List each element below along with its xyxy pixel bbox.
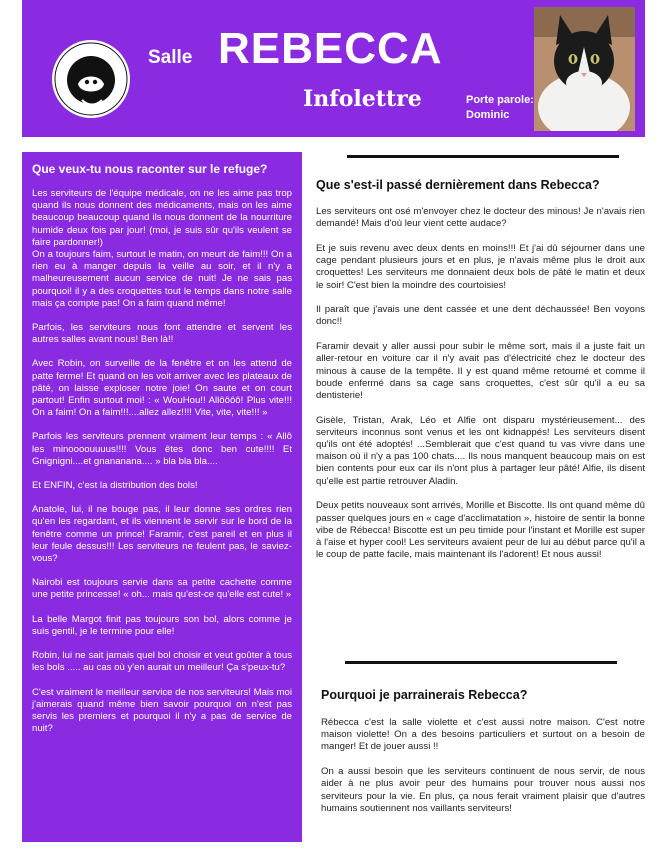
refuge-paragraph: Robin, lui ne sait jamais quel bol choisir et veut goûter à tous les bols ..... au cas où y'en aurait un meilleur! Ça s'peux-tu? (32, 650, 292, 674)
refuge-paragraph: Avec Robin, on surveille de la fenêtre et on les attend de patte ferme! Et quand on les voit arriver avec les plateaux de pâté, on laisse exploser notre joie! On saute et on court partout! Enfin surtout moi! : « WouHou!! Allôôôô! Plus vite!!! On a faim! On a faim!!!....allez allez!!!! Vite, vite, vite!!! » (32, 358, 292, 419)
spokesperson (466, 93, 534, 123)
section-divider (345, 661, 617, 664)
refuge-story-title: Que veux-tu nous raconter sur le refuge? (32, 162, 268, 176)
news-paragraph: Faramir devait y aller aussi pour subir le même sort, mais il a juste fait un aller-retour en voiture car il n'y avait pas d'électricité chez le docteur des minous à cause de la tempête. Il y est quand même retourné et comme il boude enfermé dans sa cage sans croquettes, c'est sûr qu'il a eu sa dentisterie! (316, 341, 645, 401)
news-paragraph: Deux petits nouveaux sont arrivés, Morille et Biscotte. Ils ont quand même dû passer quelques jours en « cage d'acclimatation », histoire de sentir la bonne vibe de Rébecca! Biscotte est un peu timide pour l'instant et Morille est super à l'aise et hyper cool! Les serviteurs avaient peur de lui au début parce qu'il a le coup de patte facile, mais maintenant ils l'adorent! Et nous aussi! (316, 500, 645, 561)
recent-news-body (316, 206, 645, 574)
sponsor-paragraph: Rébecca c'est la salle violette et c'est aussi notre maison. C'est notre maison violette! On a des besoins particuliers et surtout on a besoin de manger! Et de jouer aussi !! (321, 717, 645, 753)
refuge-paragraph: Parfois les serviteurs prennent vraiment leur temps : « Allô les minoooouuuus!!!! Vous êtes donc ben cute!!!! Et Gnignigni....et gnananana.... » bla bla bla.... (32, 431, 292, 467)
news-paragraph: Il paraît que j'avais une dent cassée et une dent déchaussée! Ben voyons donc!! (316, 304, 645, 328)
shelter-logo (52, 40, 130, 118)
refuge-paragraph: La belle Margot finit pas toujours son bol, alors comme je suis gentil, je le termine pour elle! (32, 613, 292, 637)
refuge-paragraph: Parfois, les serviteurs nous font attendre et servent les autres salles avant nous! Ben là!! (32, 322, 292, 346)
sponsor-paragraph: On a aussi besoin que les serviteurs continuent de nous servir, de nous aider à ne plus avoir peur des humains pour trouver nous aussi nos serviteurs pour la vie. En plus, ça nous ferait vraiment plaisir que d'autres humains soutiennent nos vaillants serviteurs! (321, 766, 645, 814)
salle-label: Salle (148, 47, 193, 68)
refuge-story-column (22, 152, 302, 842)
sponsor-title: Pourquoi je parrainerais Rebecca? (321, 688, 528, 702)
cat-portrait-image (534, 7, 635, 131)
cat-photo (534, 7, 635, 131)
refuge-paragraph: C'est vraiment le meilleur service de nos serviteurs! Mais moi j'aimerais quand même bien savoir pourquoi on n'est pas servis les premiers et pourquoi il n'y a pas de service de nuit? (32, 686, 292, 735)
section-divider (347, 155, 619, 158)
spokesperson-name: Dominic (466, 109, 510, 121)
room-name: REBECCA (218, 24, 443, 73)
cat-logo-icon (52, 40, 130, 118)
refuge-paragraph: Nairobi est toujours servie dans sa petite cachette comme une petite princesse! « oh... mais qu'est-ce qu'elle est cute! » (32, 577, 292, 601)
news-paragraph: Gisèle, Tristan, Arak, Léo et Alfie ont disparu mystérieusement... des serviteurs inconnus sont venus et les ont kidnappés! Les serviteurs disent qu'ils ont été adoptés! ...Semblerait que c'est quand tu vas vivre dans une maison où il n'y a pas 100 chats.... Ils nous manquent beaucoup mais on est bien contents pour eux car ils n'ont plus à partager leur pâté! Alfie, ils disent qu'elle est partie retrouver Aladin. (316, 414, 645, 487)
recent-news-title: Que s'est-il passé dernièrement dans Rebecca? (316, 178, 600, 192)
refuge-paragraph: Et ENFIN, c'est la distribution des bols! (32, 480, 198, 492)
refuge-paragraph: Les serviteurs de l'équipe médicale, on ne les aime pas trop quand ils nous donnent des médicaments, mais on les aime beaucoup beaucoup quand ils nous donnent de la nourriture humide deux fois par jour! (moi, je suis sûr qu'ils veulent se faire pardonner!) On a toujours faim, surtout le matin, on meurt de faim!!! On a rien eu à manger depuis la veille au soir, et il n'y a malheureusement aucun service de nuit! Je ne sais pas pourquoi! il y a des croquettes tout le temps dans notre salle mais ça compte pas! On a faim quand même! (32, 188, 292, 309)
spokesperson-label: Porte parole: (466, 94, 534, 106)
newsletter-title: Infolettre (303, 86, 422, 112)
refuge-paragraph: Anatole, lui, il ne bouge pas, il leur donne ses ordres rien qu'en les regardant, et ils viennent le servir sur le bord de la fenêtre comme un prince! Faramir, c'est pareil et en plus il leur feule dessus!!! Les serviteurs ne feulent pas, le saviez-vous? (32, 504, 292, 565)
news-paragraph: Les serviteurs ont osé m'envoyer chez le docteur des minous! Je n'avais rien demandé! Mais d'où leur vient cette audace? (316, 206, 645, 230)
news-paragraph: Et je suis revenu avec deux dents en moins!!! Et j'ai dû séjourner dans une cage pendant plusieurs jours et en plus, je n'avais même plus le droit aux croquettes! Les serviteurs me donnaient deux bols de pâté le matin et deux le soir! C'est bien la moindre des courtoisies! (316, 242, 645, 291)
sponsor-body (321, 717, 645, 827)
